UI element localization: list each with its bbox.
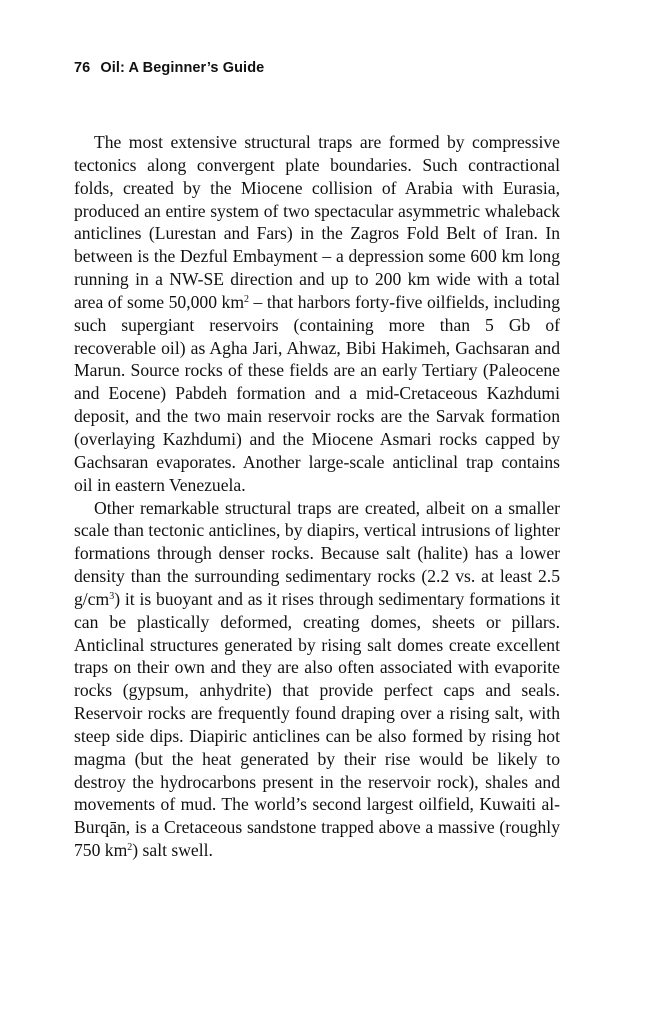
body-text xyxy=(74,131,560,862)
superscript: 2 xyxy=(127,842,133,854)
superscript: 2 xyxy=(244,293,250,305)
text-run: ) salt swell. xyxy=(132,840,213,861)
paragraph xyxy=(74,131,560,497)
superscript: 3 xyxy=(109,590,115,602)
text-run: The most extensive structural traps are formed by compressive tectonics along convergent plate boundaries. Such contractional folds, created by the Miocene collision of Arabia with Eurasia, produced an entire system of two spectacular asymmetric whaleback anticlines (Lurestan and Fars) in the Zagros Fold Belt of Iran. In between is the Dezful Embayment – a depression some 600 km long running in a NW-SE direction and up to 200 km wide with a total area of some 50,000 km xyxy=(74,132,560,312)
running-head xyxy=(74,60,264,76)
text-run: ) it is buoyant and as it rises through sedimentary formations it can be plastically deformed, creating domes, sheets or pillars. Anticlinal structures generated by rising salt domes create excellent traps on their own and they are also often associated with evaporite rocks (gypsum, anhydrite) that provide perfect caps and seals. Reservoir rocks are frequently found draping over a rising salt, with steep side dips. Diapiric anticlines can be also formed by rising hot magma (but the heat generated by their rise would be likely to destroy the hydrocarbons present in the reservoir rock), shales and movements of mud. The world’s second largest oilfield, Kuwaiti al-Burqān, is a Cretaceous sandstone trapped above a massive (roughly 750 km xyxy=(74,588,560,861)
book-title: Oil: A Beginner’s Guide xyxy=(100,60,265,76)
text-run: – that harbors forty-five oilfields, including such supergiant reservoirs (containing more than 5 Gb of recoverable oil) as Agha Jari, Ahwaz, Bibi Hakimeh, Gachsaran and Marun. Source rocks of these fields are an early Tertiary (Paleocene and Eocene) Pabdeh formation and a mid-Cretaceous Kazhdumi deposit, and the two main reservoir rocks are the Sarvak formation (overlaying Kazhdumi) and the Miocene Asmari rocks capped by Gachsaran evaporates. Another large-scale anticlinal trap contains oil in eastern Venezuela. xyxy=(74,291,560,495)
page-number: 76 xyxy=(74,60,91,76)
paragraph xyxy=(74,497,560,863)
text-run: Other remarkable structural traps are created, albeit on a smaller scale than tectonic anticlines, by diapirs, vertical intrusions of lighter formations through denser rocks. Because salt (halite) has a lower density than the surrounding sedimentary rocks (2.2 vs. at least 2.5 g/cm xyxy=(74,497,560,609)
